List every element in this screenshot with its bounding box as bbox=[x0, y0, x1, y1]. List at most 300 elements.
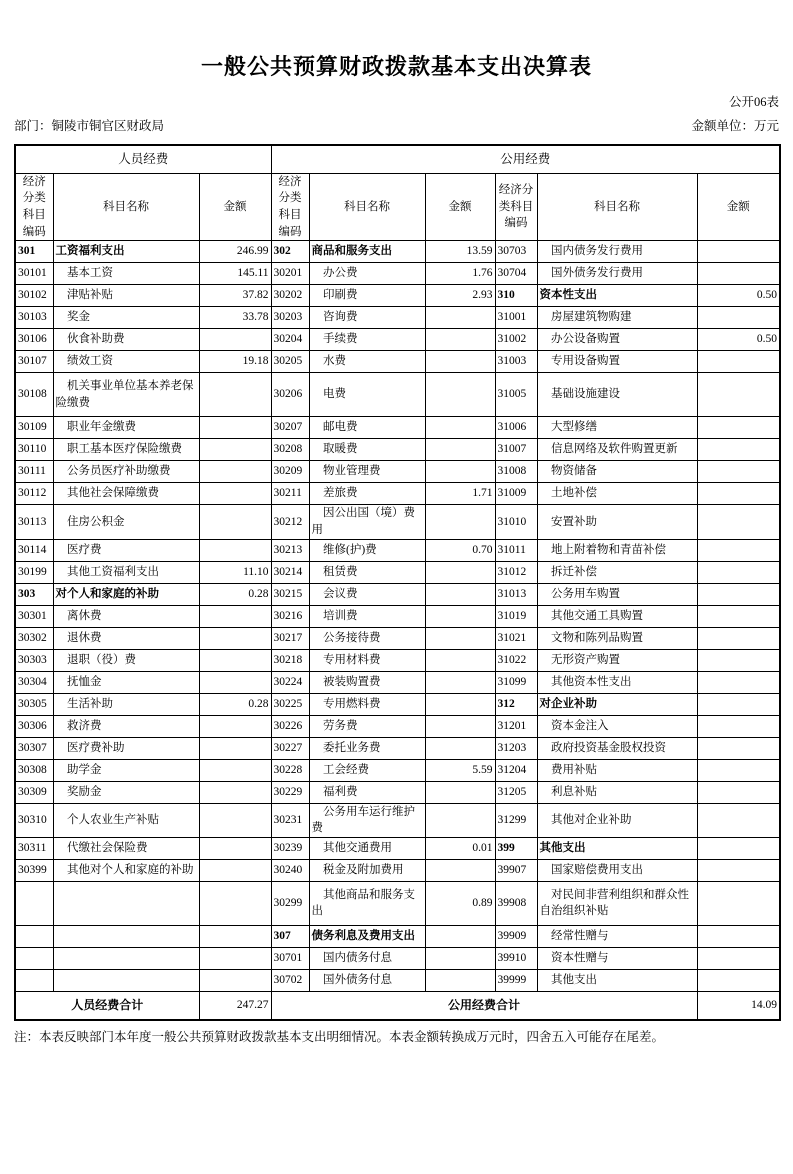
amount-cell bbox=[697, 461, 780, 483]
table-row bbox=[15, 351, 780, 373]
amount-cell bbox=[697, 351, 780, 373]
code-cell: 31204 bbox=[495, 759, 537, 781]
report-sheet bbox=[0, 52, 793, 1046]
code-cell: 39910 bbox=[495, 947, 537, 969]
code-cell: 310 bbox=[495, 285, 537, 307]
amount-cell bbox=[697, 373, 780, 417]
amount-cell bbox=[697, 803, 780, 837]
amount-cell bbox=[425, 439, 495, 461]
code-cell: 30226 bbox=[271, 715, 309, 737]
amount-cell bbox=[199, 837, 271, 859]
subject-name-cell: 其他交通费用 bbox=[309, 837, 425, 859]
amount-cell bbox=[199, 947, 271, 969]
amount-cell: 246.99 bbox=[199, 241, 271, 263]
subject-name-cell: 公务用车购置 bbox=[537, 583, 697, 605]
table-row bbox=[15, 947, 780, 969]
code-cell: 30309 bbox=[15, 781, 53, 803]
subject-name-cell: 资本性赠与 bbox=[537, 947, 697, 969]
group-header-personnel: 人员经费 bbox=[15, 145, 271, 173]
subject-name-cell: 奖金 bbox=[53, 307, 199, 329]
amount-cell: 2.93 bbox=[425, 285, 495, 307]
subject-name-cell: 其他资本性支出 bbox=[537, 671, 697, 693]
col-header-amount-2: 金额 bbox=[425, 173, 495, 241]
subject-name-cell: 水费 bbox=[309, 351, 425, 373]
code-cell: 30311 bbox=[15, 837, 53, 859]
code-cell: 30218 bbox=[271, 649, 309, 671]
subject-name-cell: 住房公积金 bbox=[53, 505, 199, 539]
amount-cell bbox=[697, 837, 780, 859]
amount-cell bbox=[199, 969, 271, 991]
code-cell: 30204 bbox=[271, 329, 309, 351]
table-row bbox=[15, 373, 780, 417]
amount-cell bbox=[199, 781, 271, 803]
subject-name-cell: 公务用车运行维护费 bbox=[309, 803, 425, 837]
amount-cell: 0.50 bbox=[697, 329, 780, 351]
code-cell: 30102 bbox=[15, 285, 53, 307]
subject-name-cell: 国内债务发行费用 bbox=[537, 241, 697, 263]
amount-cell bbox=[697, 759, 780, 781]
amount-cell bbox=[425, 329, 495, 351]
code-cell: 30703 bbox=[495, 241, 537, 263]
code-cell: 30216 bbox=[271, 605, 309, 627]
amount-cell bbox=[199, 329, 271, 351]
code-cell: 31006 bbox=[495, 417, 537, 439]
subject-name-cell: 代缴社会保险费 bbox=[53, 837, 199, 859]
subject-name-cell: 其他支出 bbox=[537, 837, 697, 859]
table-row bbox=[15, 781, 780, 803]
amount-cell: 37.82 bbox=[199, 285, 271, 307]
table-row bbox=[15, 605, 780, 627]
subject-name-cell: 退职（役）费 bbox=[53, 649, 199, 671]
code-cell: 30202 bbox=[271, 285, 309, 307]
subject-name-cell: 国内债务付息 bbox=[309, 947, 425, 969]
code-cell: 30209 bbox=[271, 461, 309, 483]
table-row bbox=[15, 263, 780, 285]
code-cell: 30217 bbox=[271, 627, 309, 649]
amount-cell: 0.50 bbox=[697, 285, 780, 307]
subject-name-cell: 大型修缮 bbox=[537, 417, 697, 439]
amount-cell bbox=[199, 671, 271, 693]
subject-name-cell: 邮电费 bbox=[309, 417, 425, 439]
amount-cell: 11.10 bbox=[199, 561, 271, 583]
amount-cell bbox=[425, 859, 495, 881]
code-cell: 30108 bbox=[15, 373, 53, 417]
subject-name-cell: 政府投资基金股权投资 bbox=[537, 737, 697, 759]
table-row bbox=[15, 627, 780, 649]
subject-name-cell: 其他支出 bbox=[537, 969, 697, 991]
code-cell: 30203 bbox=[271, 307, 309, 329]
subject-name-cell: 维修(护)费 bbox=[309, 539, 425, 561]
personnel-total-value: 247.27 bbox=[199, 991, 271, 1020]
amount-cell bbox=[425, 671, 495, 693]
subject-name-cell: 信息网络及软件购置更新 bbox=[537, 439, 697, 461]
col-header-code-3: 经济分类科目编码 bbox=[495, 173, 537, 241]
amount-cell bbox=[425, 693, 495, 715]
meta-line bbox=[14, 117, 779, 135]
code-cell: 30214 bbox=[271, 561, 309, 583]
table-row bbox=[15, 925, 780, 947]
code-cell: 31201 bbox=[495, 715, 537, 737]
subject-name-cell: 离休费 bbox=[53, 605, 199, 627]
amount-cell bbox=[697, 649, 780, 671]
code-cell: 307 bbox=[271, 925, 309, 947]
table-row bbox=[15, 505, 780, 539]
column-header-row bbox=[15, 173, 780, 241]
subject-name-cell: 办公费 bbox=[309, 263, 425, 285]
amount-cell: 0.01 bbox=[425, 837, 495, 859]
amount-cell bbox=[697, 561, 780, 583]
amount-cell bbox=[425, 373, 495, 417]
code-cell: 31022 bbox=[495, 649, 537, 671]
subject-name-cell: 印刷费 bbox=[309, 285, 425, 307]
code-cell: 39908 bbox=[495, 881, 537, 925]
code-cell: 30211 bbox=[271, 483, 309, 505]
col-header-amount-3: 金额 bbox=[697, 173, 780, 241]
subject-name-cell: 专用材料费 bbox=[309, 649, 425, 671]
code-cell: 30107 bbox=[15, 351, 53, 373]
subject-name-cell bbox=[53, 969, 199, 991]
subject-name-cell: 劳务费 bbox=[309, 715, 425, 737]
amount-cell bbox=[697, 417, 780, 439]
code-cell: 30702 bbox=[271, 969, 309, 991]
code-cell: 31001 bbox=[495, 307, 537, 329]
code-cell: 30301 bbox=[15, 605, 53, 627]
code-cell: 30101 bbox=[15, 263, 53, 285]
table-row bbox=[15, 715, 780, 737]
code-cell: 30227 bbox=[271, 737, 309, 759]
table-row bbox=[15, 539, 780, 561]
subject-name-cell: 经常性赠与 bbox=[537, 925, 697, 947]
footnote: 注：本表反映部门本年度一般公共预算财政拨款基本支出明细情况。本表金额转换成万元时，四舍五入可能存在尾差。 bbox=[14, 1030, 665, 1045]
amount-cell bbox=[425, 561, 495, 583]
code-cell: 31009 bbox=[495, 483, 537, 505]
amount-cell bbox=[199, 803, 271, 837]
code-cell: 31205 bbox=[495, 781, 537, 803]
amount-cell bbox=[697, 439, 780, 461]
amount-cell: 19.18 bbox=[199, 351, 271, 373]
subject-name-cell: 国外债务发行费用 bbox=[537, 263, 697, 285]
public-total-value: 14.09 bbox=[697, 991, 780, 1020]
subject-name-cell: 税金及附加费用 bbox=[309, 859, 425, 881]
code-cell: 30110 bbox=[15, 439, 53, 461]
amount-cell bbox=[199, 859, 271, 881]
table-row bbox=[15, 859, 780, 881]
code-cell: 30213 bbox=[271, 539, 309, 561]
subject-name-cell: 咨询费 bbox=[309, 307, 425, 329]
amount-cell bbox=[425, 505, 495, 539]
subject-name-cell: 对企业补助 bbox=[537, 693, 697, 715]
subject-name-cell: 医疗费补助 bbox=[53, 737, 199, 759]
amount-unit-label: 金额单位：万元 bbox=[691, 119, 779, 133]
subject-name-cell: 债务利息及费用支出 bbox=[309, 925, 425, 947]
amount-cell bbox=[199, 881, 271, 925]
amount-cell bbox=[425, 925, 495, 947]
subject-name-cell: 退休费 bbox=[53, 627, 199, 649]
code-cell: 31019 bbox=[495, 605, 537, 627]
page-title: 一般公共预算财政拨款基本支出决算表 bbox=[200, 54, 592, 79]
subject-name-cell: 工会经费 bbox=[309, 759, 425, 781]
subject-name-cell: 土地补偿 bbox=[537, 483, 697, 505]
amount-cell bbox=[697, 671, 780, 693]
subject-name-cell: 因公出国（境）费用 bbox=[309, 505, 425, 539]
amount-cell bbox=[697, 263, 780, 285]
amount-cell bbox=[425, 803, 495, 837]
code-cell: 30231 bbox=[271, 803, 309, 837]
code-cell: 30225 bbox=[271, 693, 309, 715]
code-cell: 39909 bbox=[495, 925, 537, 947]
subject-name-cell: 其他工资福利支出 bbox=[53, 561, 199, 583]
code-cell: 30299 bbox=[271, 881, 309, 925]
code-cell: 30228 bbox=[271, 759, 309, 781]
code-cell: 30212 bbox=[271, 505, 309, 539]
code-cell: 31008 bbox=[495, 461, 537, 483]
table-row bbox=[15, 693, 780, 715]
subject-name-cell: 抚恤金 bbox=[53, 671, 199, 693]
subject-name-cell: 被装购置费 bbox=[309, 671, 425, 693]
subject-name-cell: 房屋建筑物购建 bbox=[537, 307, 697, 329]
table-row bbox=[15, 837, 780, 859]
subject-name-cell: 公务员医疗补助缴费 bbox=[53, 461, 199, 483]
code-cell: 30399 bbox=[15, 859, 53, 881]
amount-cell bbox=[199, 461, 271, 483]
subject-name-cell: 安置补助 bbox=[537, 505, 697, 539]
code-cell: 31203 bbox=[495, 737, 537, 759]
subject-name-cell: 医疗费 bbox=[53, 539, 199, 561]
code-cell: 31010 bbox=[495, 505, 537, 539]
amount-cell bbox=[425, 461, 495, 483]
amount-cell bbox=[697, 483, 780, 505]
code-cell: 30239 bbox=[271, 837, 309, 859]
amount-cell bbox=[425, 417, 495, 439]
table-row bbox=[15, 671, 780, 693]
amount-cell: 0.28 bbox=[199, 583, 271, 605]
subject-name-cell: 专用燃料费 bbox=[309, 693, 425, 715]
code-cell: 30109 bbox=[15, 417, 53, 439]
amount-cell bbox=[697, 947, 780, 969]
table-row bbox=[15, 561, 780, 583]
amount-cell bbox=[697, 605, 780, 627]
subject-name-cell: 其他交通工具购置 bbox=[537, 605, 697, 627]
subject-name-cell: 绩效工资 bbox=[53, 351, 199, 373]
subject-name-cell: 电费 bbox=[309, 373, 425, 417]
subject-name-cell: 培训费 bbox=[309, 605, 425, 627]
code-cell: 30103 bbox=[15, 307, 53, 329]
subject-name-cell: 救济费 bbox=[53, 715, 199, 737]
code-cell: 30114 bbox=[15, 539, 53, 561]
code-cell: 30310 bbox=[15, 803, 53, 837]
table-row bbox=[15, 483, 780, 505]
table-row bbox=[15, 969, 780, 991]
subject-name-cell: 助学金 bbox=[53, 759, 199, 781]
amount-cell: 33.78 bbox=[199, 307, 271, 329]
table-row bbox=[15, 649, 780, 671]
subject-name-cell: 资本性支出 bbox=[537, 285, 697, 307]
amount-cell bbox=[697, 307, 780, 329]
amount-cell bbox=[425, 781, 495, 803]
amount-cell bbox=[425, 969, 495, 991]
subject-name-cell: 公务接待费 bbox=[309, 627, 425, 649]
subject-name-cell: 职工基本医疗保险缴费 bbox=[53, 439, 199, 461]
amount-cell bbox=[425, 605, 495, 627]
code-cell: 30111 bbox=[15, 461, 53, 483]
code-cell: 30207 bbox=[271, 417, 309, 439]
amount-cell bbox=[697, 241, 780, 263]
table-row bbox=[15, 737, 780, 759]
code-cell: 30201 bbox=[271, 263, 309, 285]
subject-name-cell: 其他对企业补助 bbox=[537, 803, 697, 837]
subject-name-cell bbox=[53, 925, 199, 947]
subject-name-cell: 国外债务付息 bbox=[309, 969, 425, 991]
amount-cell bbox=[425, 947, 495, 969]
col-header-name-2: 科目名称 bbox=[309, 173, 425, 241]
amount-cell bbox=[697, 925, 780, 947]
amount-cell bbox=[199, 737, 271, 759]
amount-cell bbox=[697, 715, 780, 737]
code-cell: 31013 bbox=[495, 583, 537, 605]
amount-cell bbox=[697, 693, 780, 715]
table-row bbox=[15, 759, 780, 781]
subject-name-cell: 职业年金缴费 bbox=[53, 417, 199, 439]
subject-name-cell: 租赁费 bbox=[309, 561, 425, 583]
subject-name-cell: 对民间非营利组织和群众性自治组织补贴 bbox=[537, 881, 697, 925]
subject-name-cell: 手续费 bbox=[309, 329, 425, 351]
subject-name-cell: 拆迁补偿 bbox=[537, 561, 697, 583]
subject-name-cell: 会议费 bbox=[309, 583, 425, 605]
public-total-label: 公用经费合计 bbox=[271, 991, 697, 1020]
subject-name-cell: 差旅费 bbox=[309, 483, 425, 505]
code-cell: 39907 bbox=[495, 859, 537, 881]
subject-name-cell: 个人农业生产补贴 bbox=[53, 803, 199, 837]
amount-cell bbox=[425, 583, 495, 605]
code-cell: 30206 bbox=[271, 373, 309, 417]
code-cell: 302 bbox=[271, 241, 309, 263]
code-cell bbox=[15, 881, 53, 925]
subject-name-cell: 地上附着物和青苗补偿 bbox=[537, 539, 697, 561]
code-cell: 31021 bbox=[495, 627, 537, 649]
amount-cell bbox=[697, 583, 780, 605]
amount-cell bbox=[697, 737, 780, 759]
code-cell: 31099 bbox=[495, 671, 537, 693]
amount-cell bbox=[697, 505, 780, 539]
amount-cell bbox=[199, 715, 271, 737]
subject-name-cell: 无形资产购置 bbox=[537, 649, 697, 671]
code-cell bbox=[15, 947, 53, 969]
subject-name-cell: 机关事业单位基本养老保险缴费 bbox=[53, 373, 199, 417]
subject-name-cell: 津贴补贴 bbox=[53, 285, 199, 307]
table-row bbox=[15, 241, 780, 263]
amount-cell bbox=[199, 505, 271, 539]
amount-cell bbox=[199, 483, 271, 505]
department-label: 部门：铜陵市铜官区财政局 bbox=[14, 119, 165, 133]
table-row bbox=[15, 307, 780, 329]
amount-cell bbox=[199, 417, 271, 439]
table-row bbox=[15, 881, 780, 925]
amount-cell: 0.89 bbox=[425, 881, 495, 925]
code-cell: 30229 bbox=[271, 781, 309, 803]
totals-row bbox=[15, 991, 780, 1020]
amount-cell bbox=[697, 881, 780, 925]
code-cell: 30240 bbox=[271, 859, 309, 881]
subject-name-cell: 工资福利支出 bbox=[53, 241, 199, 263]
amount-cell: 13.59 bbox=[425, 241, 495, 263]
amount-cell bbox=[425, 307, 495, 329]
col-header-code-2: 经济分类科目编码 bbox=[271, 173, 309, 241]
amount-cell: 0.70 bbox=[425, 539, 495, 561]
subject-name-cell: 费用补贴 bbox=[537, 759, 697, 781]
col-header-name-3: 科目名称 bbox=[537, 173, 697, 241]
code-cell: 31005 bbox=[495, 373, 537, 417]
subject-name-cell: 基础设施建设 bbox=[537, 373, 697, 417]
code-cell: 30224 bbox=[271, 671, 309, 693]
subject-name-cell: 国家赔偿费用支出 bbox=[537, 859, 697, 881]
col-header-name-1: 科目名称 bbox=[53, 173, 199, 241]
subject-name-cell: 伙食补助费 bbox=[53, 329, 199, 351]
amount-cell: 0.28 bbox=[199, 693, 271, 715]
code-cell: 30305 bbox=[15, 693, 53, 715]
amount-cell bbox=[425, 715, 495, 737]
code-cell: 312 bbox=[495, 693, 537, 715]
subject-name-cell: 对个人和家庭的补助 bbox=[53, 583, 199, 605]
code-cell: 30113 bbox=[15, 505, 53, 539]
amount-cell: 145.11 bbox=[199, 263, 271, 285]
code-cell: 30208 bbox=[271, 439, 309, 461]
code-cell: 30306 bbox=[15, 715, 53, 737]
code-cell: 31012 bbox=[495, 561, 537, 583]
amount-cell bbox=[425, 351, 495, 373]
subject-name-cell: 福利费 bbox=[309, 781, 425, 803]
amount-cell bbox=[199, 439, 271, 461]
group-header-row bbox=[15, 145, 780, 173]
subject-name-cell: 其他社会保障缴费 bbox=[53, 483, 199, 505]
code-cell: 31299 bbox=[495, 803, 537, 837]
subject-name-cell: 委托业务费 bbox=[309, 737, 425, 759]
table-row bbox=[15, 583, 780, 605]
amount-cell bbox=[199, 649, 271, 671]
group-header-public: 公用经费 bbox=[271, 145, 780, 173]
code-cell bbox=[15, 925, 53, 947]
code-cell: 303 bbox=[15, 583, 53, 605]
amount-cell bbox=[697, 627, 780, 649]
amount-cell bbox=[697, 781, 780, 803]
subject-name-cell: 物业管理费 bbox=[309, 461, 425, 483]
subject-name-cell: 其他对个人和家庭的补助 bbox=[53, 859, 199, 881]
amount-cell bbox=[199, 759, 271, 781]
table-row bbox=[15, 461, 780, 483]
code-cell: 30199 bbox=[15, 561, 53, 583]
code-cell: 39999 bbox=[495, 969, 537, 991]
subject-name-cell bbox=[53, 947, 199, 969]
subject-name-cell: 资本金注入 bbox=[537, 715, 697, 737]
code-cell: 30304 bbox=[15, 671, 53, 693]
code-cell: 30307 bbox=[15, 737, 53, 759]
table-row bbox=[15, 329, 780, 351]
amount-cell bbox=[199, 539, 271, 561]
code-cell: 30205 bbox=[271, 351, 309, 373]
table-row bbox=[15, 439, 780, 461]
code-cell bbox=[15, 969, 53, 991]
col-header-code-1: 经济分类科目编码 bbox=[15, 173, 53, 241]
amount-cell: 1.71 bbox=[425, 483, 495, 505]
subject-name-cell: 取暖费 bbox=[309, 439, 425, 461]
col-header-amount-1: 金额 bbox=[199, 173, 271, 241]
amount-cell bbox=[199, 627, 271, 649]
subject-name-cell: 利息补贴 bbox=[537, 781, 697, 803]
amount-cell bbox=[425, 649, 495, 671]
code-cell: 31002 bbox=[495, 329, 537, 351]
amount-cell: 1.76 bbox=[425, 263, 495, 285]
amount-cell bbox=[199, 373, 271, 417]
amount-cell bbox=[199, 605, 271, 627]
